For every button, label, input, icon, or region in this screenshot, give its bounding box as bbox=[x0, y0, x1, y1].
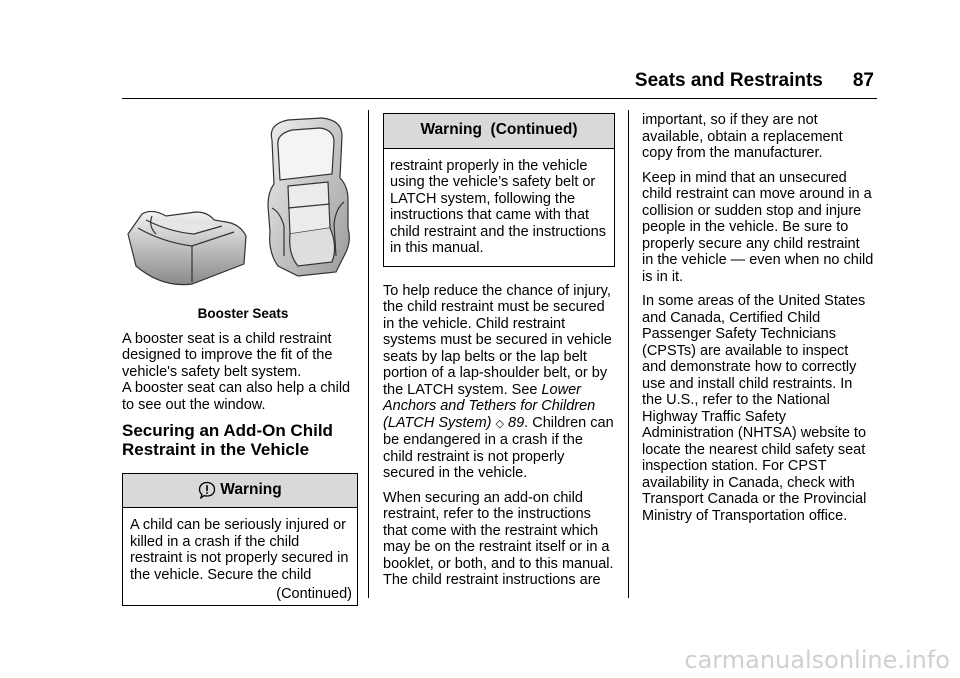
warning-title-text: Warning bbox=[220, 480, 282, 498]
page-reference-icon: ◇ bbox=[495, 417, 504, 430]
warning-box-continued bbox=[383, 113, 615, 267]
paragraph bbox=[383, 283, 615, 482]
warning-body: A child can be seriously injured or killed in a crash if the child restraint is not properly secured in the vehicle. Secure the child bbox=[130, 517, 349, 583]
column-1 bbox=[122, 116, 358, 606]
section-title: Seats and Restraints bbox=[634, 70, 823, 91]
warning-box-title bbox=[123, 474, 357, 508]
paragraph: A booster seat can also help a child to see out the window. bbox=[122, 380, 351, 413]
paragraph: When securing an add-on child restraint, refer to the instructions that come with the restraint which may be on the restraint itself or in a booklet, or both, and to this manual. The child restraint instructions are bbox=[383, 489, 614, 588]
high-back-booster-seat bbox=[268, 118, 349, 276]
paragraph-text: To help reduce the chance of injury, the child restraint must be secured in the vehicle. Child restraint systems must be secured in vehicle seats by lap belts or the lap belt portion of a lap-shoulder belt, or by the LATCH system. See bbox=[383, 282, 612, 398]
column-2 bbox=[383, 113, 615, 597]
warning-continued-label: (Continued) bbox=[276, 586, 352, 602]
booster-seats-drawing bbox=[122, 116, 358, 306]
header-rule bbox=[122, 98, 877, 99]
warning-icon bbox=[198, 481, 216, 499]
column-divider-2 bbox=[628, 110, 629, 598]
paragraph: Keep in mind that an unsecured child restraint can move around in a collision or sudden stop and injure people in the vehicle. Be sure to properly secure any child restraint in the vehicle — even when no child is in it. bbox=[642, 169, 874, 285]
page-reference-number[interactable]: 89 bbox=[508, 414, 525, 431]
column-divider-1 bbox=[368, 110, 369, 598]
warning-box-title: Warning (Continued) bbox=[384, 114, 614, 149]
paragraph: In some areas of the United States and Canada, Certified Child Passenger Safety Technicians (CPSTs) are available to inspect and demonstrate how to correctly use and install child restraints. In the U.S., refer to the National Highway Traffic Safety Administration (NHTSA) website to locate the nearest child safety seat inspection station. For CPST availability in Canada, check with Transport Canada or the Provincial Ministry of Transportation office. bbox=[642, 293, 867, 524]
page-number: 87 bbox=[852, 70, 874, 91]
warning-box bbox=[122, 473, 358, 606]
page-header bbox=[635, 70, 874, 92]
section-subheading: Securing an Add-On Child Restraint in the Vehicle bbox=[122, 421, 333, 459]
warning-body: restraint properly in the vehicle using the vehicle’s safety belt or LATCH system, following the instructions that came with that child restraint and the instructions in this manual. bbox=[390, 157, 606, 256]
figure-caption: Booster Seats bbox=[197, 306, 289, 321]
paragraph: important, so if they are not available, obtain a replacement copy from the manufacturer. bbox=[642, 112, 843, 161]
backless-booster-seat bbox=[128, 211, 246, 284]
watermark: carmanualsonline.info bbox=[684, 646, 950, 674]
paragraph-text: . Children can be endangered in a crash if the child restraint is not properly secured in the vehicle. bbox=[383, 414, 614, 481]
column-3 bbox=[642, 112, 874, 532]
booster-seats-illustration bbox=[122, 116, 358, 306]
paragraph: A booster seat is a child restraint designed to improve the fit of the vehicle's safety belt system. bbox=[122, 330, 333, 380]
cross-reference-link[interactable]: Lower Anchors and Tethers for Children (LATCH System) bbox=[383, 381, 596, 431]
